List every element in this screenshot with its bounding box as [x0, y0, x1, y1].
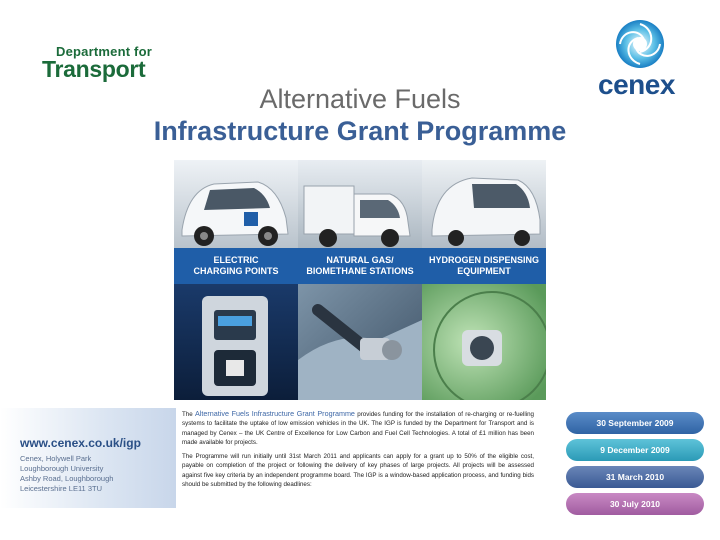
page-title-line2: Infrastructure Grant Programme	[153, 116, 567, 146]
paragraph-intro: The Alternative Fuels Infrastructure Grant Programme provides funding for the installation of re-charging or re-fuelling systems to facilitate the uptake of low emission vehicles in the UK. The IGP is funded by the Department for Transport and is managed by Cenex – the UK Centre of Excellence for Low Carbon and Fuel Cell Technologies. A total of £1 million has been made available for projects.	[182, 409, 534, 446]
panel-hydrogen	[422, 160, 546, 400]
paragraph-deadlines: The Programme will run initially until 31st March 2011 and applicants can apply for a grant up to 50% of the eligible cost, payable on completion of the project or following the delivery of key phases of large projects. All projects will be assessed against five key criteria by an independent programme board. The IGP is a window-based application process, and funding bids should be submitted by the following deadlines:	[182, 453, 534, 489]
cenex-wordmark: cenex	[598, 69, 675, 100]
dft-logo	[42, 44, 152, 83]
deadline-badge: 31 March 2010	[566, 466, 704, 488]
panel-natural-gas	[298, 160, 422, 400]
panel-label-natural-gas: NATURAL GAS/ BIOMETHANE STATIONS	[298, 248, 422, 284]
deadline-list	[560, 412, 710, 520]
page-title-line1: Alternative Fuels	[259, 84, 461, 114]
panel-label-electric: ELECTRIC CHARGING POINTS	[174, 248, 298, 284]
cenex-swirl-icon	[610, 18, 670, 70]
postal-address: Cenex, Holywell Park Loughborough University Ashby Road, Loughborough Leicestershire LE11 3TU	[20, 454, 114, 493]
contact-sidebar	[0, 408, 176, 508]
deadline-badge: 30 September 2009	[566, 412, 704, 434]
panel-electric	[174, 160, 298, 400]
panel-label-hydrogen: HYDROGEN DISPENSING EQUIPMENT	[422, 248, 546, 284]
programme-description	[182, 409, 534, 494]
deadline-badge: 30 July 2010	[566, 493, 704, 515]
website-link[interactable]: www.cenex.co.uk/igp	[20, 436, 141, 450]
deadline-badge: 9 December 2009	[566, 439, 704, 461]
dft-logo-line1: Department for	[56, 44, 152, 59]
dft-logo-line2: Transport	[42, 56, 146, 82]
